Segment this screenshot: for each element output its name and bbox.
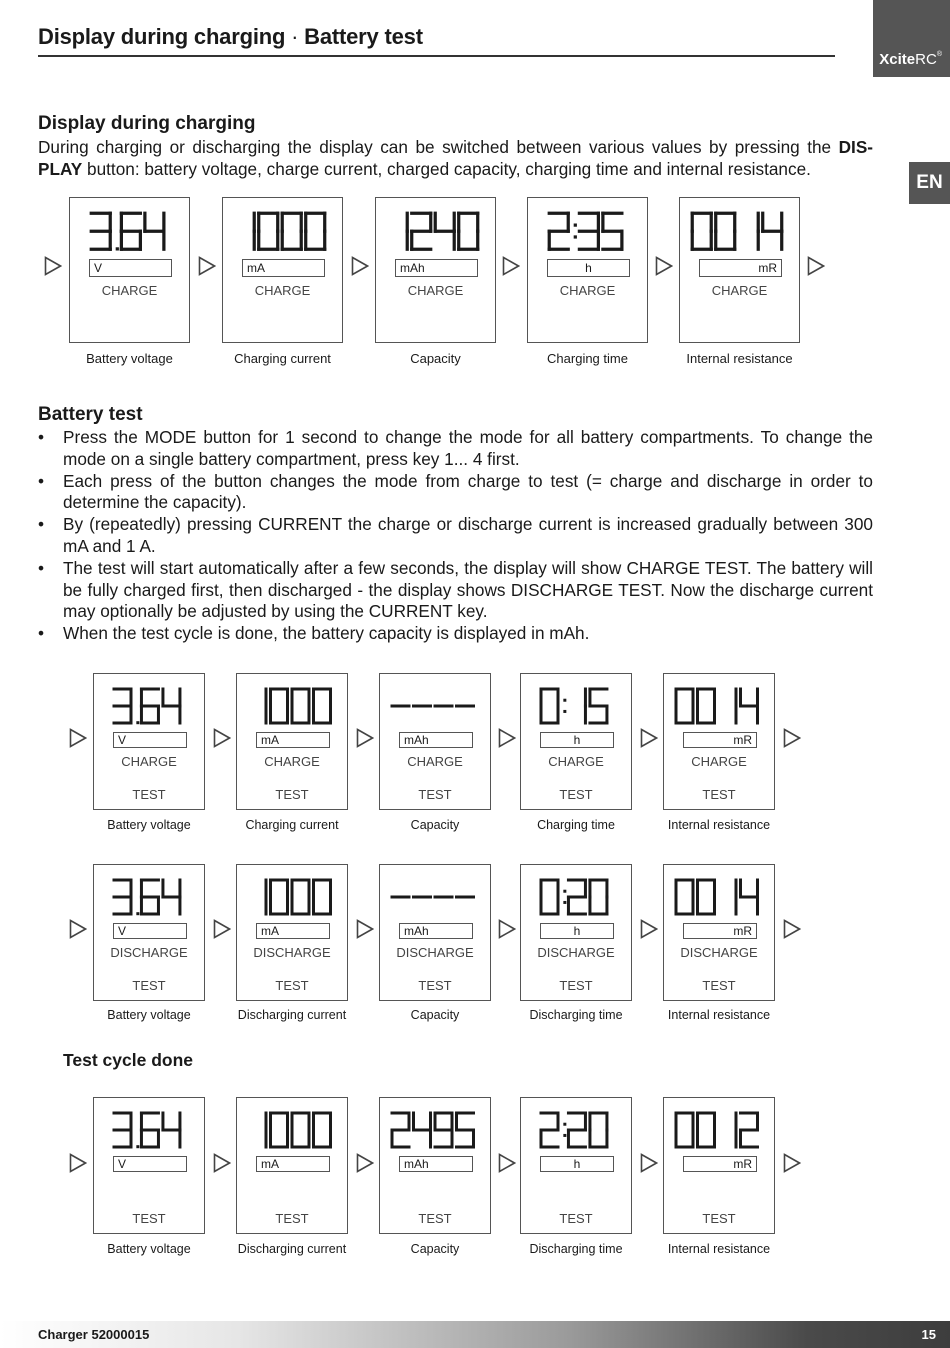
lcd-unit-label: V bbox=[113, 732, 187, 748]
lcd-display-panel bbox=[69, 197, 190, 343]
list-item: • The test will start automatically after a few seconds, the display will show CHARGE TEST. The battery will be fully charged first, then discharged - the display shows DISCHARGE TEST. Now the discharge current may optionally be adjusted by using the CURRENT key. bbox=[38, 558, 873, 623]
lcd-mode-label: CHARGE bbox=[559, 283, 616, 298]
flow-arrow-icon bbox=[640, 1153, 658, 1173]
lcd-display-panel bbox=[236, 673, 348, 810]
lcd-test-label: TEST bbox=[702, 1211, 736, 1226]
lcd-digits bbox=[521, 686, 631, 726]
list-item: • Press the MODE button for 1 second to change the mode for all battery compartments. To change the mode on a single battery compartment, press key 1... 4 first. bbox=[38, 427, 873, 471]
flow-arrow-icon bbox=[498, 728, 516, 748]
lcd-display-panel bbox=[520, 1097, 632, 1234]
lcd-mode-label: CHARGE bbox=[407, 754, 463, 769]
lcd-test-label: TEST bbox=[559, 1211, 593, 1226]
list-item: • When the test cycle is done, the battery capacity is displayed in mAh. bbox=[38, 623, 873, 645]
lcd-mode-label: CHARGE bbox=[407, 283, 464, 298]
lcd-display-panel bbox=[236, 1097, 348, 1234]
lcd-digits bbox=[521, 877, 631, 917]
lcd-digits bbox=[94, 1110, 204, 1150]
lcd-caption: Capacity bbox=[410, 1008, 460, 1022]
section-heading-display: Display during charging bbox=[38, 113, 256, 134]
lcd-digits bbox=[94, 686, 204, 726]
lcd-digits bbox=[380, 686, 490, 726]
lcd-digits bbox=[237, 877, 347, 917]
section-heading-test-done: Test cycle done bbox=[63, 1050, 194, 1070]
page-title: Display during charging · Battery test bbox=[38, 24, 423, 49]
lcd-unit-label: mAh bbox=[399, 732, 473, 748]
page-number: 15 bbox=[921, 1327, 936, 1342]
language-tab: EN bbox=[909, 162, 950, 204]
lcd-test-label: TEST bbox=[132, 978, 166, 993]
lcd-unit-label: V bbox=[113, 923, 187, 939]
lcd-test-label: TEST bbox=[418, 1211, 452, 1226]
lcd-display-panel bbox=[93, 673, 205, 810]
lcd-test-label: TEST bbox=[702, 787, 736, 802]
flow-arrow-icon bbox=[640, 919, 658, 939]
lcd-test-label: TEST bbox=[275, 978, 309, 993]
lcd-mode-label: CHARGE bbox=[101, 283, 158, 298]
lcd-display-panel bbox=[222, 197, 343, 343]
lcd-caption: Discharging current bbox=[237, 1008, 347, 1022]
lcd-mode-label: DISCHARGE bbox=[680, 945, 758, 960]
lcd-digits bbox=[680, 210, 799, 252]
lcd-display-panel bbox=[520, 864, 632, 1001]
lcd-test-label: TEST bbox=[132, 787, 166, 802]
lcd-digits bbox=[664, 1110, 774, 1150]
lcd-digits bbox=[70, 210, 189, 252]
flow-arrow-icon bbox=[783, 919, 801, 939]
flow-arrow-icon bbox=[640, 728, 658, 748]
lcd-unit-label: V bbox=[113, 1156, 187, 1172]
lcd-unit-label: h bbox=[547, 259, 630, 277]
lcd-caption: Charging current bbox=[245, 818, 339, 832]
lcd-digits bbox=[528, 210, 647, 252]
lcd-caption: Internal resistance bbox=[667, 1242, 771, 1256]
lcd-test-label: TEST bbox=[559, 978, 593, 993]
flow-arrow-icon bbox=[498, 919, 516, 939]
page-footer bbox=[0, 1321, 950, 1348]
lcd-unit-label: mR bbox=[699, 259, 782, 277]
lcd-caption: Capacity bbox=[410, 818, 460, 832]
lcd-unit-label: mAh bbox=[395, 259, 478, 277]
lcd-mode-label: DISCHARGE bbox=[396, 945, 474, 960]
lcd-mode-label: CHARGE bbox=[711, 283, 768, 298]
flow-arrow-icon bbox=[44, 256, 62, 276]
lcd-caption: Capacity bbox=[410, 351, 461, 366]
lcd-caption: Battery voltage bbox=[86, 351, 173, 366]
lcd-digits bbox=[237, 686, 347, 726]
flow-arrow-icon bbox=[356, 728, 374, 748]
lcd-display-panel bbox=[663, 864, 775, 1001]
lcd-caption: Charging current bbox=[234, 351, 331, 366]
lcd-test-label: TEST bbox=[132, 1211, 166, 1226]
lcd-digits bbox=[521, 1110, 631, 1150]
lcd-unit-label: mR bbox=[683, 732, 757, 748]
flow-arrow-icon bbox=[198, 256, 216, 276]
flow-arrow-icon bbox=[783, 1153, 801, 1173]
lcd-test-label: TEST bbox=[559, 787, 593, 802]
lcd-unit-label: h bbox=[540, 923, 614, 939]
lcd-unit-label: mA bbox=[242, 259, 325, 277]
flow-arrow-icon bbox=[356, 1153, 374, 1173]
flow-arrow-icon bbox=[356, 919, 374, 939]
flow-arrow-icon bbox=[783, 728, 801, 748]
lcd-mode-label: CHARGE bbox=[121, 754, 177, 769]
flow-arrow-icon bbox=[213, 919, 231, 939]
battery-test-steps bbox=[38, 427, 873, 645]
title-divider bbox=[38, 55, 835, 57]
list-item: • Each press of the button changes the mode from charge to test (= charge and discharge in order to determine the capacity). bbox=[38, 471, 873, 515]
lcd-mode-label: CHARGE bbox=[254, 283, 311, 298]
lcd-caption: Internal resistance bbox=[667, 1008, 771, 1022]
lcd-unit-label: h bbox=[540, 1156, 614, 1172]
lcd-display-panel bbox=[679, 197, 800, 343]
lcd-caption: Discharging current bbox=[237, 1242, 347, 1256]
lcd-digits bbox=[664, 686, 774, 726]
lcd-caption: Battery voltage bbox=[107, 818, 191, 832]
lcd-caption: Discharging time bbox=[529, 1242, 623, 1256]
flow-arrow-icon bbox=[351, 256, 369, 276]
flow-arrow-icon bbox=[213, 728, 231, 748]
lcd-display-panel bbox=[375, 197, 496, 343]
flow-arrow-icon bbox=[69, 919, 87, 939]
lcd-display-panel bbox=[663, 673, 775, 810]
lcd-test-label: TEST bbox=[275, 787, 309, 802]
lcd-mode-label: CHARGE bbox=[264, 754, 320, 769]
lcd-digits bbox=[237, 1110, 347, 1150]
lcd-unit-label: h bbox=[540, 732, 614, 748]
lcd-display-panel bbox=[379, 1097, 491, 1234]
lcd-digits bbox=[664, 877, 774, 917]
lcd-display-panel bbox=[663, 1097, 775, 1234]
lcd-display-panel bbox=[93, 1097, 205, 1234]
lcd-display-panel bbox=[379, 864, 491, 1001]
lcd-display-panel bbox=[379, 673, 491, 810]
footer-product: Charger 52000015 bbox=[38, 1327, 150, 1342]
lcd-mode-label: DISCHARGE bbox=[537, 945, 615, 960]
lcd-test-label: TEST bbox=[418, 787, 452, 802]
lcd-caption: Charging time bbox=[537, 818, 615, 832]
lcd-unit-label: mA bbox=[256, 923, 330, 939]
section-heading-battery-test: Battery test bbox=[38, 404, 143, 425]
lcd-unit-label: mR bbox=[683, 923, 757, 939]
lcd-mode-label: DISCHARGE bbox=[253, 945, 331, 960]
flow-arrow-icon bbox=[502, 256, 520, 276]
lcd-unit-label: mA bbox=[256, 732, 330, 748]
brand-logo: XciteRC® bbox=[873, 0, 950, 77]
lcd-mode-label: CHARGE bbox=[548, 754, 604, 769]
lcd-unit-label: V bbox=[89, 259, 172, 277]
lcd-test-label: TEST bbox=[702, 978, 736, 993]
lcd-unit-label: mR bbox=[683, 1156, 757, 1172]
flow-arrow-icon bbox=[69, 728, 87, 748]
lcd-display-panel bbox=[93, 864, 205, 1001]
lcd-caption: Capacity bbox=[410, 1242, 460, 1256]
lcd-unit-label: mA bbox=[256, 1156, 330, 1172]
lcd-display-panel bbox=[527, 197, 648, 343]
lcd-display-panel bbox=[236, 864, 348, 1001]
lcd-digits bbox=[376, 210, 495, 252]
lcd-caption: Discharging time bbox=[529, 1008, 623, 1022]
lcd-test-label: TEST bbox=[418, 978, 452, 993]
lcd-digits bbox=[223, 210, 342, 252]
flow-arrow-icon bbox=[69, 1153, 87, 1173]
lcd-unit-label: mAh bbox=[399, 923, 473, 939]
flow-arrow-icon bbox=[807, 256, 825, 276]
section-intro-text: During charging or discharging the display can be switched between various values by pressing the DIS-PLAY button: battery voltage, charge current, charged capacity, charging time and internal resistance. bbox=[38, 137, 873, 179]
lcd-caption: Charging time bbox=[547, 351, 628, 366]
flow-arrow-icon bbox=[655, 256, 673, 276]
lcd-caption: Internal resistance bbox=[686, 351, 793, 366]
lcd-mode-label: CHARGE bbox=[691, 754, 747, 769]
flow-arrow-icon bbox=[213, 1153, 231, 1173]
lcd-digits bbox=[94, 877, 204, 917]
lcd-test-label: TEST bbox=[275, 1211, 309, 1226]
lcd-caption: Internal resistance bbox=[667, 818, 771, 832]
lcd-digits bbox=[380, 877, 490, 917]
lcd-mode-label: DISCHARGE bbox=[110, 945, 188, 960]
lcd-caption: Battery voltage bbox=[107, 1008, 191, 1022]
lcd-digits bbox=[380, 1110, 490, 1150]
lcd-caption: Battery voltage bbox=[107, 1242, 191, 1256]
lcd-unit-label: mAh bbox=[399, 1156, 473, 1172]
list-item: • By (repeatedly) pressing CURRENT the charge or discharge current is increased gradually between 300 mA and 1 A. bbox=[38, 514, 873, 558]
flow-arrow-icon bbox=[498, 1153, 516, 1173]
lcd-display-panel bbox=[520, 673, 632, 810]
